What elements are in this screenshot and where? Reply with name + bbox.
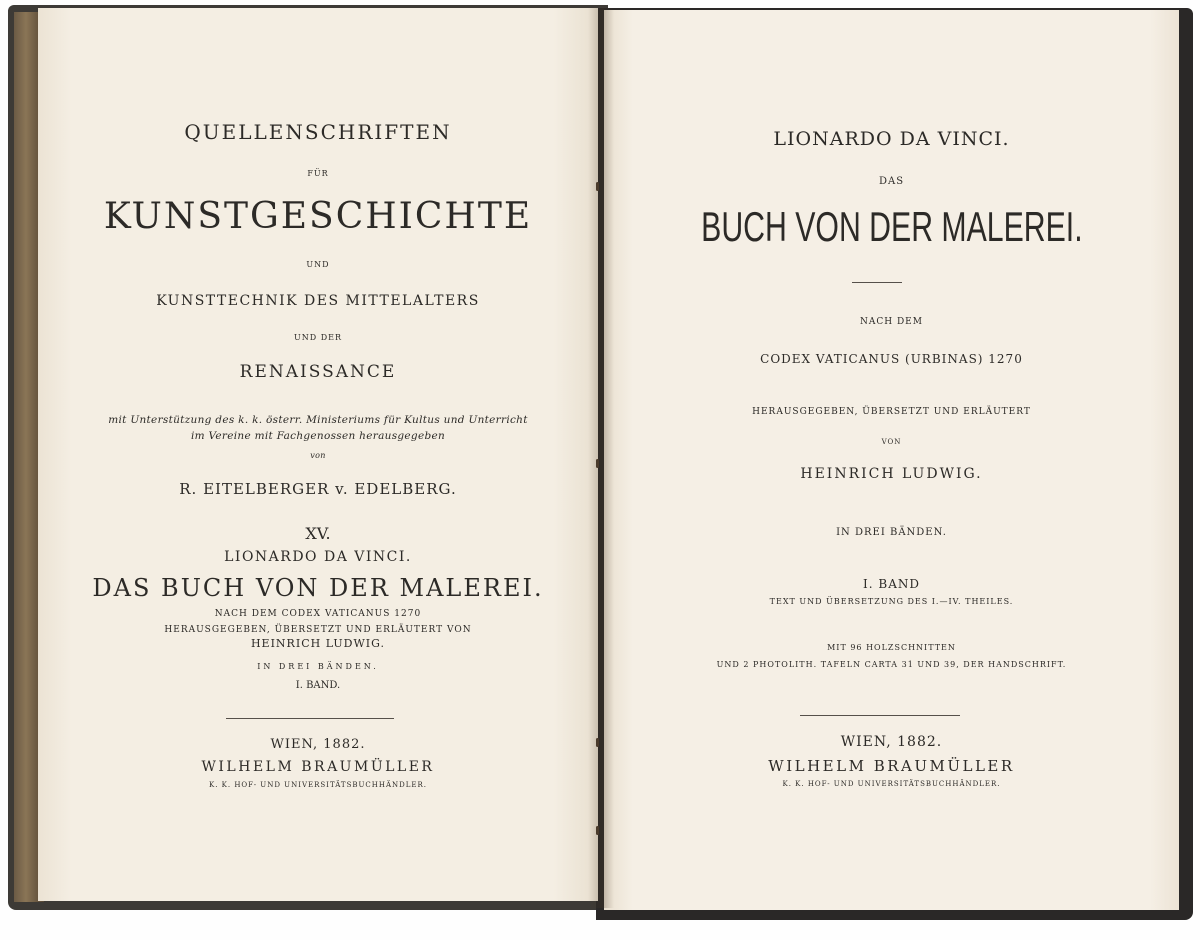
und-der-label: UND DER xyxy=(294,333,342,342)
von-label: von xyxy=(310,451,326,460)
place-year: WIEN, 1882. xyxy=(270,737,366,752)
plates-line: UND 2 PHOTOLITH. TAFELN CARTA 31 UND 39, DER HANDSCHRIFT. xyxy=(716,660,1067,669)
volume-number: XV. xyxy=(305,524,331,543)
support-line-1: mit Unterstützung des k. k. österr. Ministeriums für Kultus und Unterricht xyxy=(108,414,528,426)
publisher-subtitle: K. K. HOF- UND UNIVERSITÄTSBUCHHÄNDLER. xyxy=(208,781,428,789)
right-page xyxy=(604,10,1179,910)
binding-stitch xyxy=(596,738,599,747)
edited-line: HERAUSGEGEBEN, ÜBERSETZT UND ERLÄUTERT xyxy=(752,407,1031,417)
divider-rule xyxy=(800,715,960,716)
binding-stitch xyxy=(596,459,599,468)
series-title-line-3: KUNSTTECHNIK DES MITTELALTERS xyxy=(156,293,480,309)
von-label: VON xyxy=(881,438,902,446)
source-line: NACH DEM CODEX VATICANUS 1270 xyxy=(214,609,422,619)
band-line: I. BAND xyxy=(863,577,920,591)
publisher-subtitle: K. K. HOF- UND UNIVERSITÄTSBUCHHÄNDLER. xyxy=(782,780,1001,788)
series-title-line-2: KUNSTGESCHICHTE xyxy=(103,196,533,237)
series-title-line-4: RENAISSANCE xyxy=(239,362,397,382)
binding-stitch xyxy=(596,826,599,835)
woodcuts-line: MIT 96 HOLZSCHNITTEN xyxy=(827,643,956,652)
author-name: LIONARDO DA VINCI. xyxy=(773,128,1010,150)
und-label: UND xyxy=(306,260,330,269)
series-editor: R. EITELBERGER v. EDELBERG. xyxy=(179,480,457,498)
volumes-line: IN DREI BÄNDEN. xyxy=(836,527,947,538)
volumes-line: IN DREI BÄNDEN. xyxy=(257,662,379,671)
short-rule xyxy=(852,282,902,283)
fuer-label: FÜR xyxy=(307,169,329,178)
das-label: DAS xyxy=(878,176,905,187)
place-year: WIEN, 1882. xyxy=(840,734,943,750)
support-line-2: im Vereine mit Fachgenossen herausgegeben xyxy=(190,430,446,442)
publisher-name: WILHELM BRAUMÜLLER xyxy=(768,757,1015,775)
editor-name: HEINRICH LUDWIG. xyxy=(800,466,983,482)
band-line: I. BAND. xyxy=(295,680,341,691)
publisher-name: WILHELM BRAUMÜLLER xyxy=(201,759,435,775)
band-contents: TEXT UND ÜBERSETZUNG DES I.—IV. THEILES. xyxy=(769,597,1014,606)
book-title-text: BUCH VON DER MALEREI. xyxy=(700,203,1083,250)
left-page xyxy=(38,8,598,901)
binding-stitch xyxy=(596,182,599,191)
divider-rule xyxy=(226,718,394,719)
book-title xyxy=(604,202,1179,251)
codex-line: CODEX VATICANUS (URBINAS) 1270 xyxy=(760,352,1023,366)
series-title-line-1: QUELLENSCHRIFTEN xyxy=(184,120,452,144)
author-name: LIONARDO DA VINCI. xyxy=(224,549,412,565)
editor-name: HEINRICH LUDWIG. xyxy=(250,637,386,650)
nach-dem-label: NACH DEM xyxy=(860,317,923,327)
book-gutter xyxy=(588,8,614,908)
edited-line: HERAUSGEGEBEN, ÜBERSETZT UND ERLÄUTERT VON xyxy=(164,625,472,635)
work-title: DAS BUCH VON DER MALEREI. xyxy=(92,574,544,602)
